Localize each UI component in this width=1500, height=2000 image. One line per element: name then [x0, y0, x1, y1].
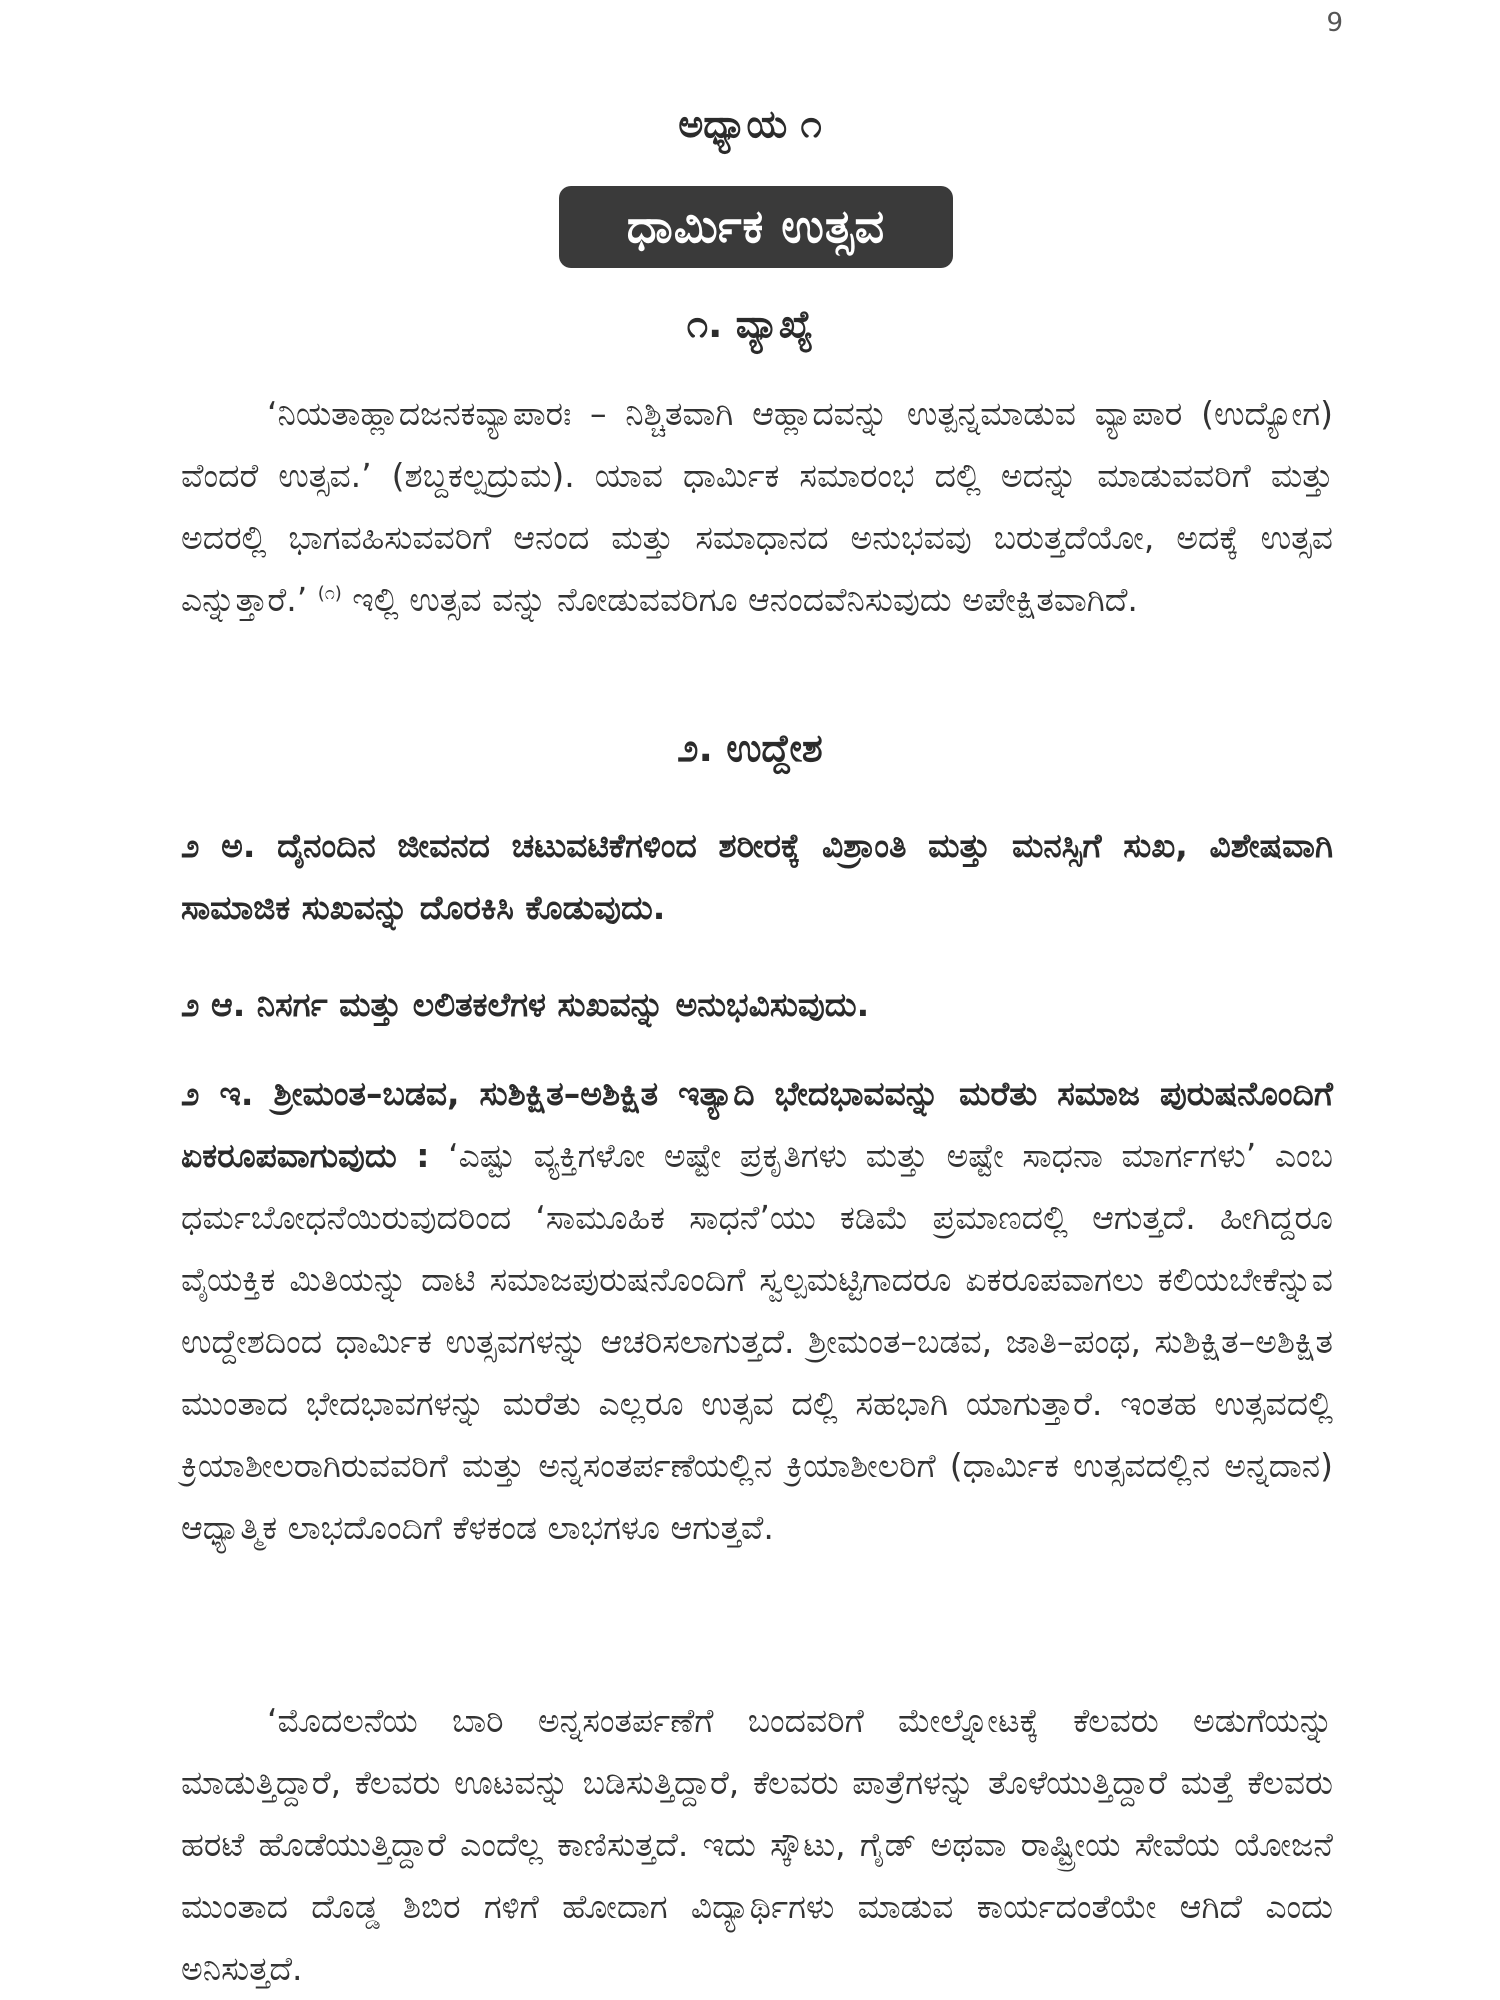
- footnote-ref: (೧): [317, 583, 342, 604]
- chapter-title-banner: [559, 186, 953, 268]
- purpose-item-a: ೨ ಅ. ದೈನಂದಿನ ಜೀವನದ ಚಟುವಟಿಕೆಗಳಿಂದ ಶರೀರಕ್ಕೆ ವಿಶ್ರಾಂತಿ ಮತ್ತು ಮನಸ್ಸಿಗೆ ಸುಖ, ವಿಶೇಷವಾಗಿ ಸಾಮಾಜಿಕ ಸುಖವನ್ನು ದೊರಕಿಸಿ ಕೊಡುವುದು.: [181, 826, 1333, 927]
- definition-text: ‘ನಿಯತಾಹ್ಲಾದಜನಕವ್ಯಾಪಾರಃ – ನಿಶ್ಚಿತವಾಗಿ ಆಹ್ಲಾದವನ್ನು ಉತ್ಪನ್ನಮಾಡುವ ವ್ಯಾಪಾರ (ಉದ್ಯೋಗ) ವೆಂದರೆ ಉತ್ಸವ.’ (ಶಬ್ದಕಲ್ಪದ್ರುಮ). ಯಾವ ಧಾರ್ಮಿಕ ಸಮಾರಂಭ ದಲ್ಲಿ ಅದನ್ನು ಮಾಡುವವರಿಗೆ ಮತ್ತು ಅದರಲ್ಲಿ ಭಾಗವಹಿಸುವವರಿಗೆ ಆನಂದ ಮತ್ತು ಸಮಾಧಾನದ ಅನುಭವವು ಬರುತ್ತದೆಯೋ, ಅದಕ್ಕೆ ಉತ್ಸವ ಎನ್ನುತ್ತಾರೆ.’: [181, 394, 1333, 619]
- purpose-item-i-heading: ೨ ಇ. ಶ್ರೀಮಂತ–ಬಡವ, ಸುಶಿಕ್ಷಿತ–ಅಶಿಕ್ಷಿತ ಇತ್ಯಾದಿ ಭೇದಭಾವವನ್ನು ಮರೆತು ಸಮಾಜ ಪುರುಷನೊಂದಿಗೆ ಏಕರೂಪವಾಗುವುದು :: [181, 1074, 1333, 1175]
- closing-paragraph: ‘ಮೊದಲನೆಯ ಬಾರಿ ಅನ್ನಸಂತರ್ಪಣೆಗೆ ಬಂದವರಿಗೆ ಮೇಲ್ನೋಟಕ್ಕೆ ಕೆಲವರು ಅಡುಗೆಯನ್ನು ಮಾಡುತ್ತಿದ್ದಾರೆ, ಕೆಲವರು ಊಟವನ್ನು ಬಡಿಸುತ್ತಿದ್ದಾರೆ, ಕೆಲವರು ಪಾತ್ರೆಗಳನ್ನು ತೊಳೆಯುತ್ತಿದ್ದಾರೆ ಮತ್ತೆ ಕೆಲವರು ಹರಟೆ ಹೊಡೆಯುತ್ತಿದ್ದಾರೆ ಎಂದೆಲ್ಲ ಕಾಣಿಸುತ್ತದೆ. ಇದು ಸ್ಕೌಟು, ಗೈಡ್ ಅಥವಾ ರಾಷ್ಟ್ರೀಯ ಸೇವೆಯ ಯೋಜನೆ ಮುಂತಾದ ದೊಡ್ಡ ಶಿಬಿರ ಗಳಿಗೆ ಹೋದಾಗ ವಿದ್ಯಾರ್ಥಿಗಳು ಮಾಡುವ ಕಾರ್ಯದಂತೆಯೇ ಆಗಿದೆ ಎಂದು ಅನಿಸುತ್ತದೆ.: [181, 1701, 1333, 1988]
- definition-text-continued: ಇಲ್ಲಿ ಉತ್ಸವ ವನ್ನು ನೋಡುವವರಿಗೂ ಆನಂದವೆನಿಸುವುದು ಅಪೇಕ್ಷಿತವಾಗಿದೆ.: [341, 580, 1138, 619]
- chapter-heading: ಅಧ್ಯಾಯ ೧: [678, 102, 822, 146]
- definition-paragraph: [181, 383, 1333, 631]
- purpose-item-aa: ೨ ಆ. ನಿಸರ್ಗ ಮತ್ತು ಲಲಿತಕಲೆಗಳ ಸುಖವನ್ನು ಅನುಭವಿಸುವುದು.: [181, 985, 870, 1024]
- purpose-item-i: [181, 1063, 1333, 1559]
- section-heading-definition: ೧. ವ್ಯಾಖ್ಯೆ: [686, 302, 814, 346]
- chapter-title: ಧಾರ್ಮಿಕ ಉತ್ಸವ: [626, 199, 886, 253]
- page-number: 9: [1326, 8, 1343, 38]
- section-heading-purpose: ೨. ಉದ್ದೇಶ: [677, 726, 823, 770]
- purpose-item-i-text: ‘ಎಷ್ಟು ವ್ಯಕ್ತಿಗಳೋ ಅಷ್ಟೇ ಪ್ರಕೃತಿಗಳು ಮತ್ತು ಅಷ್ಟೇ ಸಾಧನಾ ಮಾರ್ಗಗಳು’ ಎಂಬ ಧರ್ಮಬೋಧನೆಯಿರುವುದರಿಂದ ‘ಸಾಮೂಹಿಕ ಸಾಧನೆ’ಯು ಕಡಿಮೆ ಪ್ರಮಾಣದಲ್ಲಿ ಆಗುತ್ತದೆ. ಹೀಗಿದ್ದರೂ ವೈಯಕ್ತಿಕ ಮಿತಿಯನ್ನು ದಾಟಿ ಸಮಾಜಪುರುಷನೊಂದಿಗೆ ಸ್ವಲ್ಪಮಟ್ಟಿಗಾದರೂ ಏಕರೂಪವಾಗಲು ಕಲಿಯಬೇಕೆನ್ನುವ ಉದ್ದೇಶದಿಂದ ಧಾರ್ಮಿಕ ಉತ್ಸವಗಳನ್ನು ಆಚರಿಸಲಾಗುತ್ತದೆ. ಶ್ರೀಮಂತ–ಬಡವ, ಜಾತಿ–ಪಂಥ, ಸುಶಿಕ್ಷಿತ–ಅಶಿಕ್ಷಿತ ಮುಂತಾದ ಭೇದಭಾವಗಳನ್ನು ಮರೆತು ಎಲ್ಲರೂ ಉತ್ಸವ ದಲ್ಲಿ ಸಹಭಾಗಿ ಯಾಗುತ್ತಾರೆ. ಇಂತಹ ಉತ್ಸವದಲ್ಲಿ ಕ್ರಿಯಾಶೀಲರಾಗಿರುವವರಿಗೆ ಮತ್ತು ಅನ್ನಸಂತರ್ಪಣೆಯಲ್ಲಿನ ಕ್ರಿಯಾಶೀಲರಿಗೆ (ಧಾರ್ಮಿಕ ಉತ್ಸವದಲ್ಲಿನ ಅನ್ನದಾನ) ಆಧ್ಯಾತ್ಮಿಕ ಲಾಭದೊಂದಿಗೆ ಕೆಳಕಂಡ ಲಾಭಗಳೂ ಆಗುತ್ತವೆ.: [181, 1136, 1333, 1547]
